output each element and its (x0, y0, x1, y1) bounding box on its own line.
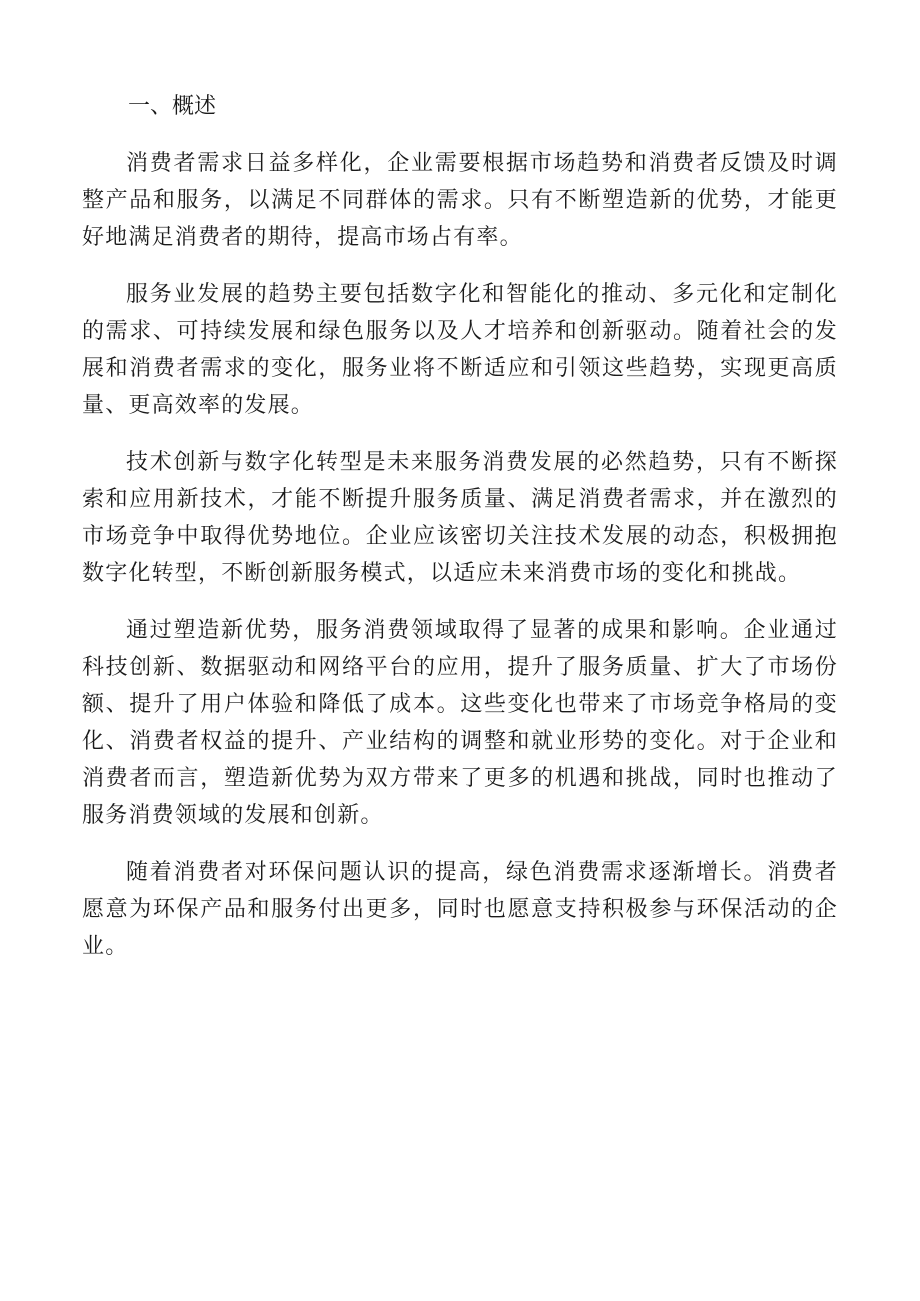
section-heading: 一、概述 (128, 94, 217, 119)
paragraph-2: 服务业发展的趋势主要包括数字化和智能化的推动、多元化和定制化的需求、可持续发展和绿色服务以及人才培养和创新驱动。随着社会的发展和消费者需求的变化，服务业将不断适应和引领这些趋势，实现更高质量、更高效率的发展。 (82, 282, 838, 418)
paragraph-1: 消费者需求日益多样化，企业需要根据市场趋势和消费者反馈及时调整产品和服务，以满足不同群体的需求。只有不断塑造新的优势，才能更好地满足消费者的期待，提高市场占有率。 (82, 151, 838, 250)
paragraph-4: 通过塑造新优势，服务消费领域取得了显著的成果和影响。企业通过科技创新、数据驱动和网络平台的应用，提升了服务质量、扩大了市场份额、提升了用户体验和降低了成本。这些变化也带来了市场竞争格局的变化、消费者权益的提升、产业结构的调整和就业形势的变化。对于企业和消费者而言，塑造新优势为双方带来了更多的机遇和挑战，同时也推动了服务消费领域的发展和创新。 (82, 618, 838, 828)
paragraph-3: 技术创新与数字化转型是未来服务消费发展的必然趋势，只有不断探索和应用新技术，才能不断提升服务质量、满足消费者需求，并在激烈的市场竞争中取得优势地位。企业应该密切关注技术发展的动态，积极拥抱数字化转型，不断创新服务模式，以适应未来消费市场的变化和挑战。 (82, 450, 838, 586)
document-body (82, 88, 838, 985)
paragraph-5: 随着消费者对环保问题认识的提高，绿色消费需求逐渐增长。消费者愿意为环保产品和服务付出更多，同时也愿意支持积极参与环保活动的企业。 (82, 860, 838, 959)
